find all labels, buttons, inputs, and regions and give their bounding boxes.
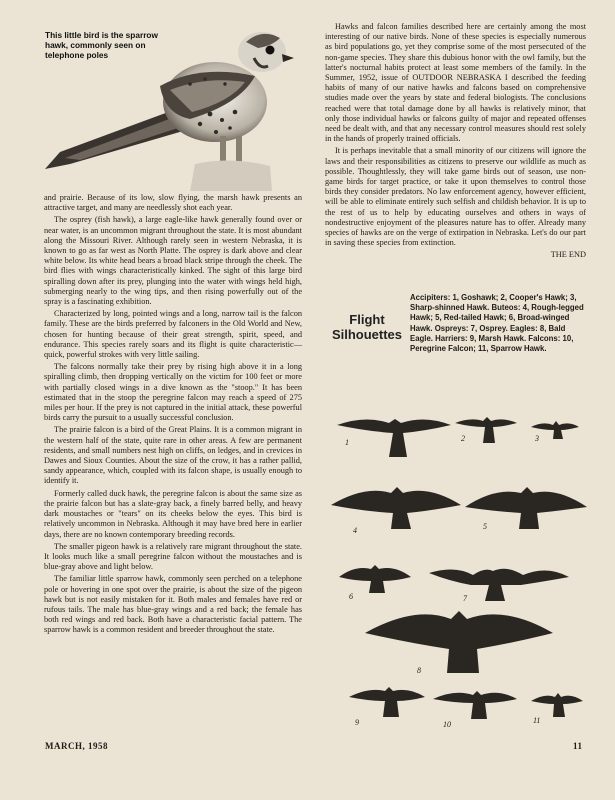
paragraph: The familiar little sparrow hawk, commonly seen perched on a telephone pole or hovering in one spot over the prairie, is about the size of the pigeon hawk but is not easily mistaken for it. Both males and females have red or rufous tails. The male has blue-gray wings and a red back; the female has both red wings and red back. Both have a characteristic facial pattern. The sparrow hawk is a common resident and breeder throughout the state.	[44, 574, 302, 635]
title-line: Flight	[349, 312, 385, 327]
paragraph: It is perhaps inevitable that a small minority of our citizens will ignore the laws and their responsibilities as citizens to preserve our wildlife as much as possible. Thoughtlessly, they will take game birds out of season, use non-game birds for target practice, or take it upon themselves to control those birds they consider predators. No law enforcement agency, however efficient, will be able to eliminate entirely such selfish and childish behavior. It is up to the rest of us to help by educating ourselves and others in ways of nondestructive enjoyment of the pleasures nature has to offer. Already many species of hawks are on the verge of extirpation in Nebraska. Let's do our part in saving these species from extinction.	[325, 146, 586, 248]
paragraph: The falcons normally take their prey by rising high above it in a long spiralling climb, then dropping vertically on the victim for 100 feet or more with partially closed wings in a dive known as the "stoop." It has been estimated that in the stoop the peregrine falcon may reach a speed of 275 miles per hour. If the prey is not captured in the initial attack, these powerful birds carry the pursuit to a usually successful conclusion.	[44, 362, 302, 423]
flight-silhouettes-title	[328, 312, 406, 342]
the-end-label: THE END	[550, 250, 586, 260]
silhouette-number: 5	[483, 522, 487, 531]
silhouette-number: 11	[533, 716, 541, 725]
footer-date: MARCH, 1958	[45, 741, 108, 751]
silhouette-number: 6	[349, 592, 353, 601]
osprey-silhouette	[429, 569, 569, 601]
peregrine-falcon-silhouette	[433, 691, 517, 719]
marsh-hawk-silhouette	[349, 687, 425, 717]
sparrow-hawk-silhouette	[531, 693, 583, 717]
silhouette-number: 3	[535, 434, 539, 443]
silhouette-figure	[325, 405, 590, 740]
silhouette-number: 4	[353, 526, 357, 535]
paragraph: Formerly called duck hawk, the peregrine falcon is about the same size as the prairie falcon but has a slate-gray back, a finely barred belly, and heavy dark moustaches or "tears" on its cheeks below the eyes. This bird is relatively uncommon in Nebraska. Although it may have bred here in earlier days, there are no known contemporary breeding records.	[44, 488, 302, 539]
paragraph: The prairie falcon is a bird of the Great Plains. It is a common migrant in the western half of the state, quite rare in other areas. A few are permanent residents, and small numbers nest high on cliffs, on ledges, and in crevices in Dawes and Sioux Counties. About the size of the crow, it has a rather pallid, sandy appearance, which, coupled with its falcon shape, is usually enough to identify it.	[44, 425, 302, 486]
paragraph: Characterized by long, pointed wings and a long, narrow tail is the falcon family. These are the birds preferred by falconers in the Old World and New, chosen for hunting because of their great strength, spirit, speed, and endurance. This species rarely soars and its flight is quite characteristic—quick, powerful strokes with very little sailing.	[44, 309, 302, 360]
right-article-column	[325, 22, 586, 261]
silhouette-number: 1	[345, 438, 349, 447]
broad-winged-hawk-silhouette	[339, 565, 411, 593]
silhouette-number: 9	[355, 718, 359, 727]
left-article-column	[44, 193, 302, 638]
photo-caption: This little bird is the sparrow hawk, commonly seen on telephone poles	[45, 30, 158, 61]
paragraph: The smaller pigeon hawk is a relatively rare migrant throughout the state. It looks much like a small peregrine falcon without the moustaches and is blue-gray above and light below.	[44, 541, 302, 572]
paragraph: and prairie. Because of its low, slow flying, the marsh hawk presents an attractive target, and many are needlessly shot each year.	[44, 193, 302, 213]
title-line: Silhouettes	[331, 327, 403, 342]
silhouette-number: 2	[461, 434, 465, 443]
paragraph: The osprey (fish hawk), a large eagle-like hawk generally found over or near water, is an uncommon migrant throughout the state. It is most abundant along the Missouri River. Although rarely seen in western Nebraska, it is known to go as far west as North Platte. The osprey is dark above and clear white below. Its white head bears a broad black stripe through the cheek. The bird flies with wings characteristically kinked. The sight of this large bird spiralling down after its prey, plunging into the water with wings held high, submerging nearly to the wing tips, and then rising powerfully out of the spray is a fascinating exhibition.	[44, 215, 302, 307]
paragraph: Hawks and falcon families described here are certainly among the most interesting of our native birds. None of these species is especially numerous as bird populations go, yet they comprise some of the most persecuted of the non-game species. They share this dubious honor with the owl family, but the latter's nocturnal habits protect at least some members of the family. In the Summer, 1952, issue of OUTDOOR NEBRASKA I described the feeding habits of many of our native hawks and falcons based on comprehensive studies made over the years by state and federal biologists. The conclusions reached were that total damage done by all hawks is relatively minor, that only those individual hawks or falcons guilty of major and repeated offenses need be dealt with, and that any necessary control measures should rest solely in the hands of properly trained officials.	[325, 22, 586, 144]
silhouette-number: 7	[463, 594, 467, 603]
rough-legged-hawk-silhouette	[331, 487, 461, 529]
silhouette-number: 8	[417, 666, 421, 675]
silhouette-legend: Accipiters: 1, Goshawk; 2, Cooper's Hawk; 3, Sharp-shinned Hawk. Buteos: 4, Rough-legged Hawk; 5, Red-tailed Hawk; 6, Broad-winged Hawk. Ospreys: 7, Osprey. Eagles: 8, Bald Eagle. Harriers: 9, Marsh Hawk. Falcons: 10, Peregrine Falcon; 11, Sparrow Hawk.	[410, 293, 584, 354]
silhouette-number: 10	[443, 720, 451, 729]
goshawk-silhouette	[337, 419, 451, 457]
bald-eagle-silhouette	[365, 611, 553, 673]
page-number: 11	[573, 741, 583, 751]
